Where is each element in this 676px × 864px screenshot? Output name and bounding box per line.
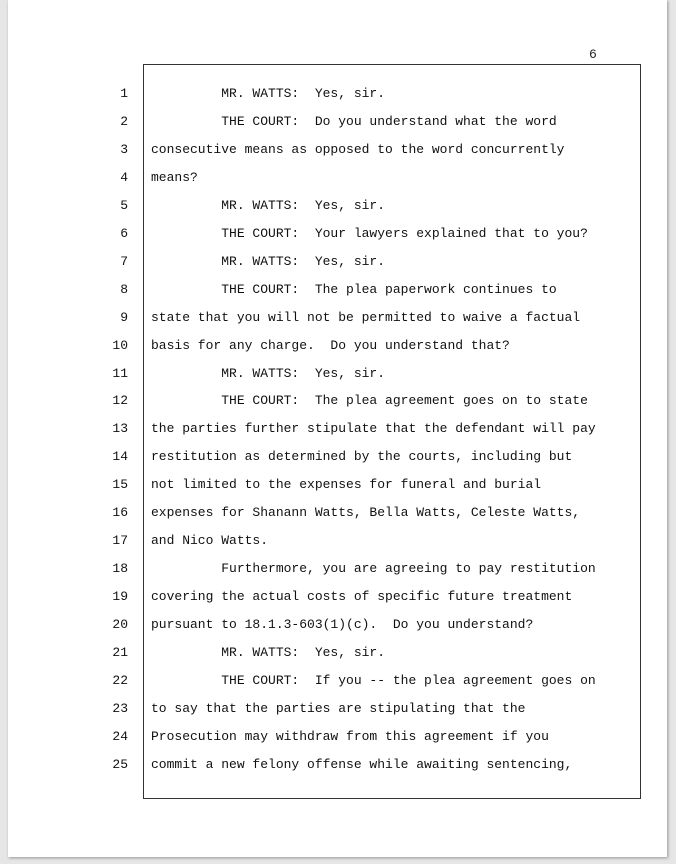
line-number: 8 [120,282,128,297]
line-number: 23 [112,701,128,716]
line-number: 22 [112,673,128,688]
line-number: 14 [112,449,128,464]
line-number: 24 [112,729,128,744]
line-number: 25 [112,757,128,772]
transcript-line: state that you will not be permitted to waive a factual [151,310,581,325]
transcript-line: to say that the parties are stipulating that the [151,701,526,716]
line-number: 16 [112,505,128,520]
line-number: 19 [112,589,128,604]
transcript-line: commit a new felony offense while awaiting sentencing, [151,757,573,772]
line-number: 21 [112,645,128,660]
transcript-line: THE COURT: Your lawyers explained that to you? [151,226,588,241]
transcript-line: basis for any charge. Do you understand that? [151,338,510,353]
transcript-line: Furthermore, you are agreeing to pay restitution [151,561,596,576]
transcript-line: Prosecution may withdraw from this agreement if you [151,729,549,744]
line-number: 13 [112,421,128,436]
transcript-line: THE COURT: The plea agreement goes on to state [151,393,588,408]
transcript-line: MR. WATTS: Yes, sir. [151,254,386,269]
line-number: 12 [112,393,128,408]
line-number: 9 [120,310,128,325]
transcript-line: means? [151,170,198,185]
line-number: 11 [112,366,128,381]
transcript-line: MR. WATTS: Yes, sir. [151,645,386,660]
transcript-line: not limited to the expenses for funeral and burial [151,477,542,492]
transcript-line: MR. WATTS: Yes, sir. [151,198,386,213]
line-number: 2 [120,114,128,129]
line-number: 17 [112,533,128,548]
line-number: 7 [120,254,128,269]
transcript-line: expenses for Shanann Watts, Bella Watts, Celeste Watts, [151,505,581,520]
transcript-line: covering the actual costs of specific future treatment [151,589,573,604]
transcript-line: consecutive means as opposed to the word concurrently [151,142,565,157]
line-number: 4 [120,170,128,185]
line-number: 6 [120,226,128,241]
transcript-line: MR. WATTS: Yes, sir. [151,366,386,381]
line-number: 15 [112,477,128,492]
transcript-line: and Nico Watts. [151,533,269,548]
line-number: 18 [112,561,128,576]
transcript-line: THE COURT: If you -- the plea agreement goes on [151,673,596,688]
page-number: 6 [589,47,597,62]
line-number: 1 [120,86,128,101]
transcript-line: restitution as determined by the courts, including but [151,449,573,464]
line-number: 20 [112,617,128,632]
line-number: 5 [120,198,128,213]
transcript-line: the parties further stipulate that the defendant will pay [151,421,596,436]
line-number: 3 [120,142,128,157]
transcript-line: THE COURT: Do you understand what the word [151,114,557,129]
transcript-line: THE COURT: The plea paperwork continues to [151,282,557,297]
transcript-line: MR. WATTS: Yes, sir. [151,86,386,101]
line-number: 10 [112,338,128,353]
transcript-line: pursuant to 18.1.3-603(1)(c). Do you understand? [151,617,534,632]
